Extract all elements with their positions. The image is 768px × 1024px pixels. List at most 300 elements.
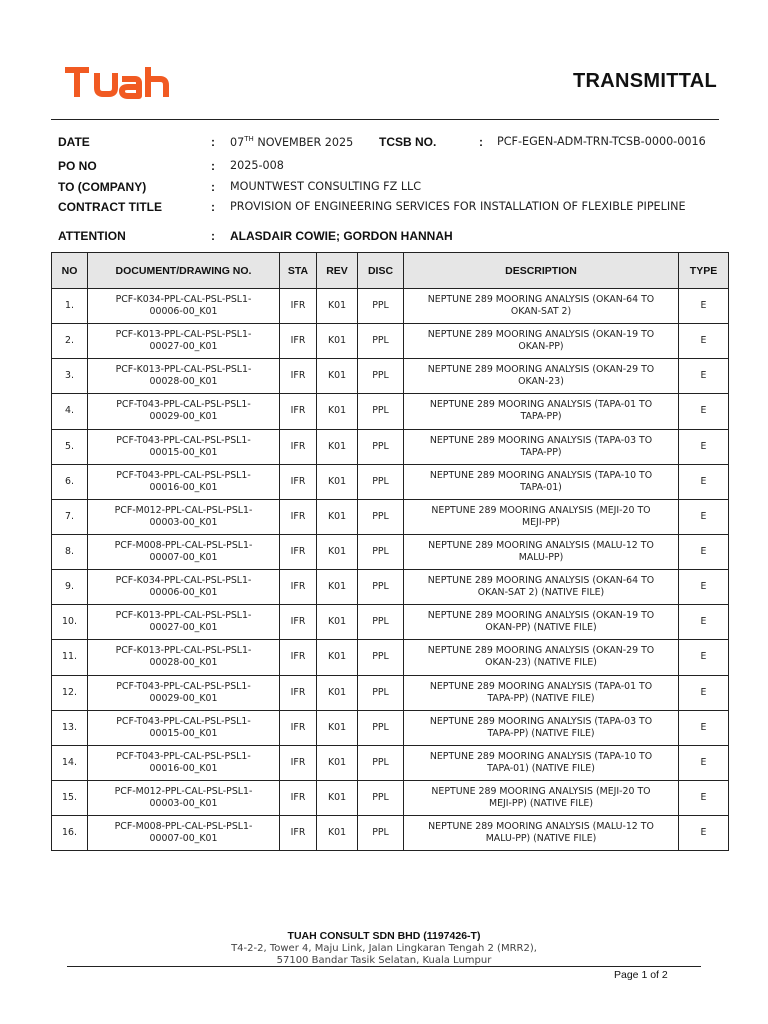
description-text: NEPTUNE 289 MOORING ANALYSIS (TAPA-01 TO	[429, 680, 653, 692]
revision-text: K01	[327, 686, 347, 698]
column-header-description: DESCRIPTION	[404, 253, 679, 289]
table-row	[52, 745, 729, 780]
row-number-cell	[52, 780, 88, 815]
discipline-cell	[358, 499, 404, 534]
description-text: OKAN-SAT 2)	[510, 306, 572, 318]
description-cell	[404, 780, 679, 815]
document-number-cell	[88, 745, 280, 780]
document-number-text: PCF-T043-PPL-CAL-PSL-PSL1-	[116, 715, 251, 727]
footer-address-line-2: 57100 Bandar Tasik Selatan, Kuala Lumpur	[276, 955, 492, 966]
document-number-text: PCF-K013-PPL-CAL-PSL-PSL1-	[115, 610, 252, 622]
document-number-text: PCF-M012-PPL-CAL-PSL-PSL1-	[114, 786, 253, 798]
status-cell	[280, 605, 317, 640]
row-number-text: 3.	[65, 370, 74, 382]
revision-text: K01	[327, 370, 347, 382]
row-number-text: 4.	[65, 405, 74, 417]
po-value: 2025-008	[230, 159, 284, 172]
document-number-text: 00007-00_K01	[149, 833, 218, 845]
status-cell	[280, 394, 317, 429]
document-number-text: PCF-T043-PPL-CAL-PSL-PSL1-	[116, 434, 251, 446]
description-text: TAPA-PP)	[520, 411, 562, 423]
type-cell	[679, 429, 729, 464]
description-cell	[404, 640, 679, 675]
footer-address-line-1: T4-2-2, Tower 4, Maju Link, Jalan Lingkaran Tengah 2 (MRR2),	[231, 943, 537, 954]
revision-cell	[317, 570, 358, 605]
status-text: IFR	[290, 370, 306, 382]
description-cell	[404, 464, 679, 499]
table-row	[52, 605, 729, 640]
document-number-text: PCF-K013-PPL-CAL-PSL-PSL1-	[115, 645, 252, 657]
po-label: PO NO	[58, 159, 97, 173]
revision-text: K01	[327, 510, 347, 522]
status-text: IFR	[290, 546, 306, 558]
table-row	[52, 780, 729, 815]
status-text: IFR	[290, 792, 306, 804]
description-cell	[404, 289, 679, 324]
discipline-text: PPL	[372, 510, 389, 522]
revision-text: K01	[327, 721, 347, 733]
type-cell	[679, 675, 729, 710]
date-value: 07TH NOVEMBER 2025	[230, 135, 354, 149]
row-number-cell	[52, 394, 88, 429]
footer-divider	[67, 966, 701, 967]
row-number-cell	[52, 745, 88, 780]
discipline-cell	[358, 710, 404, 745]
table-row	[52, 464, 729, 499]
discipline-cell	[358, 464, 404, 499]
discipline-text: PPL	[372, 792, 389, 804]
revision-cell	[317, 359, 358, 394]
row-number-cell	[52, 570, 88, 605]
type-cell	[679, 289, 729, 324]
row-number-text: 10.	[62, 616, 77, 628]
revision-cell	[317, 816, 358, 851]
status-text: IFR	[290, 300, 306, 312]
status-cell	[280, 429, 317, 464]
document-number-text: 00029-00_K01	[149, 692, 218, 704]
revision-cell	[317, 429, 358, 464]
revision-text: K01	[327, 756, 347, 768]
revision-text: K01	[327, 475, 347, 487]
revision-cell	[317, 780, 358, 815]
type-text: E	[700, 546, 707, 558]
po-colon: :	[211, 159, 215, 173]
status-text: IFR	[290, 581, 306, 593]
description-text: OKAN-PP) (NATIVE FILE)	[485, 622, 597, 634]
description-text: NEPTUNE 289 MOORING ANALYSIS (MALU-12 TO	[428, 821, 654, 833]
description-text: OKAN-PP)	[518, 341, 564, 353]
description-text: NEPTUNE 289 MOORING ANALYSIS (TAPA-03 TO	[429, 434, 653, 446]
type-text: E	[700, 510, 707, 522]
description-cell	[404, 710, 679, 745]
table-row	[52, 429, 729, 464]
type-cell	[679, 570, 729, 605]
document-number-cell	[88, 640, 280, 675]
discipline-text: PPL	[372, 756, 389, 768]
contract-title-label: CONTRACT TITLE	[58, 200, 162, 214]
revision-cell	[317, 289, 358, 324]
discipline-cell	[358, 675, 404, 710]
revision-cell	[317, 464, 358, 499]
type-cell	[679, 640, 729, 675]
type-cell	[679, 605, 729, 640]
discipline-cell	[358, 780, 404, 815]
document-number-text: PCF-T043-PPL-CAL-PSL-PSL1-	[116, 469, 251, 481]
revision-cell	[317, 324, 358, 359]
description-text: TAPA-PP)	[520, 446, 562, 458]
revision-cell	[317, 534, 358, 569]
description-cell	[404, 499, 679, 534]
revision-text: K01	[327, 651, 347, 663]
description-cell	[404, 816, 679, 851]
row-number-cell	[52, 534, 88, 569]
status-cell	[280, 289, 317, 324]
description-text: NEPTUNE 289 MOORING ANALYSIS (OKAN-64 TO	[427, 294, 655, 306]
document-number-cell	[88, 534, 280, 569]
description-text: NEPTUNE 289 MOORING ANALYSIS (OKAN-19 TO	[427, 610, 655, 622]
row-number-cell	[52, 710, 88, 745]
status-cell	[280, 499, 317, 534]
row-number-cell	[52, 324, 88, 359]
type-text: E	[700, 721, 707, 733]
description-cell	[404, 394, 679, 429]
type-cell	[679, 745, 729, 780]
column-header-disc: DISC	[358, 253, 404, 289]
status-text: IFR	[290, 475, 306, 487]
description-cell	[404, 534, 679, 569]
discipline-cell	[358, 534, 404, 569]
type-cell	[679, 394, 729, 429]
type-text: E	[700, 581, 707, 593]
document-number-text: 00016-00_K01	[149, 762, 218, 774]
status-cell	[280, 464, 317, 499]
date-label: DATE	[58, 135, 90, 149]
type-text: E	[700, 792, 707, 804]
status-text: IFR	[290, 756, 306, 768]
revision-text: K01	[327, 581, 347, 593]
document-number-cell	[88, 816, 280, 851]
date-colon: :	[211, 135, 215, 149]
description-text: MALU-PP)	[518, 552, 564, 564]
description-cell	[404, 429, 679, 464]
row-number-cell	[52, 605, 88, 640]
type-cell	[679, 816, 729, 851]
row-number-cell	[52, 464, 88, 499]
status-text: IFR	[290, 510, 306, 522]
discipline-text: PPL	[372, 335, 389, 347]
document-number-text: PCF-M012-PPL-CAL-PSL-PSL1-	[114, 504, 253, 516]
description-text: NEPTUNE 289 MOORING ANALYSIS (MEJI-20 TO	[431, 786, 651, 798]
document-number-text: PCF-T043-PPL-CAL-PSL-PSL1-	[116, 750, 251, 762]
type-text: E	[700, 405, 707, 417]
description-text: TAPA-01) (NATIVE FILE)	[487, 762, 595, 774]
type-cell	[679, 710, 729, 745]
column-header-rev: REV	[317, 253, 358, 289]
status-text: IFR	[290, 616, 306, 628]
revision-cell	[317, 605, 358, 640]
table-row	[52, 570, 729, 605]
discipline-text: PPL	[372, 440, 389, 452]
discipline-cell	[358, 745, 404, 780]
status-cell	[280, 534, 317, 569]
revision-cell	[317, 394, 358, 429]
revision-cell	[317, 640, 358, 675]
company-logo	[62, 64, 186, 100]
discipline-cell	[358, 394, 404, 429]
type-text: E	[700, 370, 707, 382]
to-company-colon: :	[211, 180, 215, 194]
to-company-value: MOUNTWEST CONSULTING FZ LLC	[230, 180, 422, 193]
type-text: E	[700, 335, 707, 347]
footer-company: TUAH CONSULT SDN BHD (1197426-T)	[287, 930, 481, 942]
table-row	[52, 534, 729, 569]
document-number-text: PCF-T043-PPL-CAL-PSL-PSL1-	[116, 399, 251, 411]
status-cell	[280, 324, 317, 359]
discipline-text: PPL	[372, 651, 389, 663]
row-number-text: 15.	[62, 792, 77, 804]
description-text: TAPA-01)	[520, 481, 562, 493]
status-cell	[280, 710, 317, 745]
row-number-text: 16.	[62, 827, 77, 839]
row-number-cell	[52, 816, 88, 851]
discipline-cell	[358, 640, 404, 675]
row-number-text: 12.	[62, 686, 77, 698]
description-text: MEJI-PP) (NATIVE FILE)	[489, 798, 593, 810]
table-row	[52, 675, 729, 710]
table-row	[52, 359, 729, 394]
description-text: NEPTUNE 289 MOORING ANALYSIS (OKAN-64 TO	[427, 575, 655, 587]
document-number-cell	[88, 394, 280, 429]
description-text: NEPTUNE 289 MOORING ANALYSIS (TAPA-10 TO	[429, 750, 653, 762]
document-number-text: 00029-00_K01	[149, 411, 218, 423]
discipline-text: PPL	[372, 405, 389, 417]
table-row	[52, 394, 729, 429]
discipline-cell	[358, 429, 404, 464]
document-number-text: 00003-00_K01	[149, 798, 218, 810]
type-text: E	[700, 300, 707, 312]
type-cell	[679, 359, 729, 394]
discipline-text: PPL	[372, 686, 389, 698]
document-number-cell	[88, 359, 280, 394]
document-number-cell	[88, 675, 280, 710]
contract-title-value: PROVISION OF ENGINEERING SERVICES FOR INSTALLATION OF FLEXIBLE PIPELINE	[230, 200, 686, 213]
description-text: NEPTUNE 289 MOORING ANALYSIS (MALU-12 TO	[428, 540, 654, 552]
document-number-cell	[88, 464, 280, 499]
document-number-cell	[88, 289, 280, 324]
attention-colon: :	[211, 229, 215, 243]
revision-text: K01	[327, 405, 347, 417]
row-number-text: 11.	[62, 651, 77, 663]
status-text: IFR	[290, 721, 306, 733]
type-text: E	[700, 475, 707, 487]
type-text: E	[700, 440, 707, 452]
discipline-text: PPL	[372, 300, 389, 312]
row-number-text: 9.	[65, 581, 74, 593]
description-text: NEPTUNE 289 MOORING ANALYSIS (TAPA-10 TO	[429, 469, 653, 481]
revision-cell	[317, 710, 358, 745]
column-header-type: TYPE	[679, 253, 729, 289]
type-cell	[679, 534, 729, 569]
document-number-text: 00006-00_K01	[149, 587, 218, 599]
row-number-text: 8.	[65, 546, 74, 558]
description-text: NEPTUNE 289 MOORING ANALYSIS (OKAN-19 TO	[427, 329, 655, 341]
status-cell	[280, 675, 317, 710]
description-text: OKAN-SAT 2) (NATIVE FILE)	[477, 587, 605, 599]
status-text: IFR	[290, 335, 306, 347]
description-text: NEPTUNE 289 MOORING ANALYSIS (MEJI-20 TO	[431, 504, 651, 516]
row-number-text: 1.	[65, 300, 74, 312]
document-number-text: 00003-00_K01	[149, 516, 218, 528]
column-header-document: DOCUMENT/DRAWING NO.	[88, 253, 280, 289]
status-cell	[280, 640, 317, 675]
discipline-text: PPL	[372, 546, 389, 558]
document-number-text: 00015-00_K01	[149, 446, 218, 458]
status-cell	[280, 359, 317, 394]
discipline-cell	[358, 570, 404, 605]
document-number-text: 00015-00_K01	[149, 727, 218, 739]
description-cell	[404, 570, 679, 605]
type-text: E	[700, 651, 707, 663]
header-divider	[51, 119, 719, 120]
status-cell	[280, 570, 317, 605]
table-row	[52, 816, 729, 851]
revision-cell	[317, 675, 358, 710]
revision-text: K01	[327, 546, 347, 558]
document-number-text: PCF-K034-PPL-CAL-PSL-PSL1-	[115, 575, 252, 587]
column-header-sta: STA	[280, 253, 317, 289]
description-text: NEPTUNE 289 MOORING ANALYSIS (TAPA-03 TO	[429, 715, 653, 727]
row-number-text: 14.	[62, 756, 77, 768]
table-header-row	[52, 253, 729, 289]
discipline-text: PPL	[372, 721, 389, 733]
description-text: NEPTUNE 289 MOORING ANALYSIS (TAPA-01 TO	[429, 399, 653, 411]
attention-value: ALASDAIR COWIE; GORDON HANNAH	[230, 229, 453, 243]
document-number-cell	[88, 324, 280, 359]
row-number-text: 13.	[62, 721, 77, 733]
table-row	[52, 640, 729, 675]
description-text: NEPTUNE 289 MOORING ANALYSIS (OKAN-29 TO	[427, 645, 655, 657]
row-number-text: 5.	[65, 440, 74, 452]
type-text: E	[700, 686, 707, 698]
description-cell	[404, 324, 679, 359]
row-number-text: 6.	[65, 475, 74, 487]
page-number: Page 1 of 2	[614, 969, 668, 981]
row-number-cell	[52, 289, 88, 324]
document-number-cell	[88, 710, 280, 745]
description-text: TAPA-PP) (NATIVE FILE)	[487, 692, 595, 704]
revision-text: K01	[327, 827, 347, 839]
document-number-cell	[88, 780, 280, 815]
attention-label: ATTENTION	[58, 229, 126, 243]
to-company-label: TO (COMPANY)	[58, 180, 147, 194]
status-cell	[280, 780, 317, 815]
status-cell	[280, 745, 317, 780]
row-number-text: 2.	[65, 335, 74, 347]
tcsb-colon: :	[479, 135, 483, 149]
document-number-text: PCF-M008-PPL-CAL-PSL-PSL1-	[114, 821, 253, 833]
description-text: NEPTUNE 289 MOORING ANALYSIS (OKAN-29 TO	[427, 364, 655, 376]
revision-text: K01	[327, 300, 347, 312]
document-number-text: PCF-K013-PPL-CAL-PSL-PSL1-	[115, 329, 252, 341]
description-cell	[404, 605, 679, 640]
type-cell	[679, 499, 729, 534]
status-text: IFR	[290, 440, 306, 452]
discipline-cell	[358, 359, 404, 394]
status-text: IFR	[290, 651, 306, 663]
document-number-text: 00028-00_K01	[149, 657, 218, 669]
tcsb-label: TCSB NO.	[379, 135, 437, 149]
discipline-cell	[358, 324, 404, 359]
row-number-cell	[52, 429, 88, 464]
table-row	[52, 499, 729, 534]
transmittal-table	[51, 252, 729, 851]
table-row	[52, 289, 729, 324]
revision-text: K01	[327, 440, 347, 452]
description-cell	[404, 675, 679, 710]
document-number-cell	[88, 605, 280, 640]
column-header-no: NO	[52, 253, 88, 289]
revision-text: K01	[327, 616, 347, 628]
document-number-text: PCF-T043-PPL-CAL-PSL-PSL1-	[116, 680, 251, 692]
discipline-text: PPL	[372, 827, 389, 839]
type-text: E	[700, 827, 707, 839]
revision-text: K01	[327, 335, 347, 347]
document-number-text: 00027-00_K01	[149, 341, 218, 353]
row-number-cell	[52, 359, 88, 394]
row-number-cell	[52, 640, 88, 675]
type-cell	[679, 780, 729, 815]
document-number-text: 00007-00_K01	[149, 552, 218, 564]
row-number-text: 7.	[65, 510, 74, 522]
discipline-text: PPL	[372, 475, 389, 487]
description-text: MALU-PP) (NATIVE FILE)	[485, 833, 597, 845]
description-cell	[404, 745, 679, 780]
document-number-cell	[88, 499, 280, 534]
row-number-cell	[52, 499, 88, 534]
description-text: MEJI-PP)	[522, 516, 560, 528]
document-number-text: PCF-M008-PPL-CAL-PSL-PSL1-	[114, 540, 253, 552]
description-text: OKAN-23)	[518, 376, 564, 388]
type-cell	[679, 324, 729, 359]
table-row	[52, 324, 729, 359]
description-text: OKAN-23) (NATIVE FILE)	[485, 657, 597, 669]
document-number-text: 00027-00_K01	[149, 622, 218, 634]
discipline-cell	[358, 289, 404, 324]
discipline-text: PPL	[372, 581, 389, 593]
discipline-cell	[358, 605, 404, 640]
discipline-text: PPL	[372, 370, 389, 382]
document-number-cell	[88, 429, 280, 464]
type-text: E	[700, 616, 707, 628]
contract-title-colon: :	[211, 200, 215, 214]
status-text: IFR	[290, 405, 306, 417]
status-cell	[280, 816, 317, 851]
description-text: TAPA-PP) (NATIVE FILE)	[487, 727, 595, 739]
status-text: IFR	[290, 686, 306, 698]
type-cell	[679, 464, 729, 499]
discipline-cell	[358, 816, 404, 851]
revision-cell	[317, 745, 358, 780]
document-number-text: PCF-K013-PPL-CAL-PSL-PSL1-	[115, 364, 252, 376]
document-number-text: PCF-K034-PPL-CAL-PSL-PSL1-	[115, 294, 252, 306]
document-number-text: 00028-00_K01	[149, 376, 218, 388]
discipline-text: PPL	[372, 616, 389, 628]
document-number-text: 00006-00_K01	[149, 306, 218, 318]
table-row	[52, 710, 729, 745]
status-text: IFR	[290, 827, 306, 839]
document-title: TRANSMITTAL	[572, 70, 717, 92]
document-number-cell	[88, 570, 280, 605]
